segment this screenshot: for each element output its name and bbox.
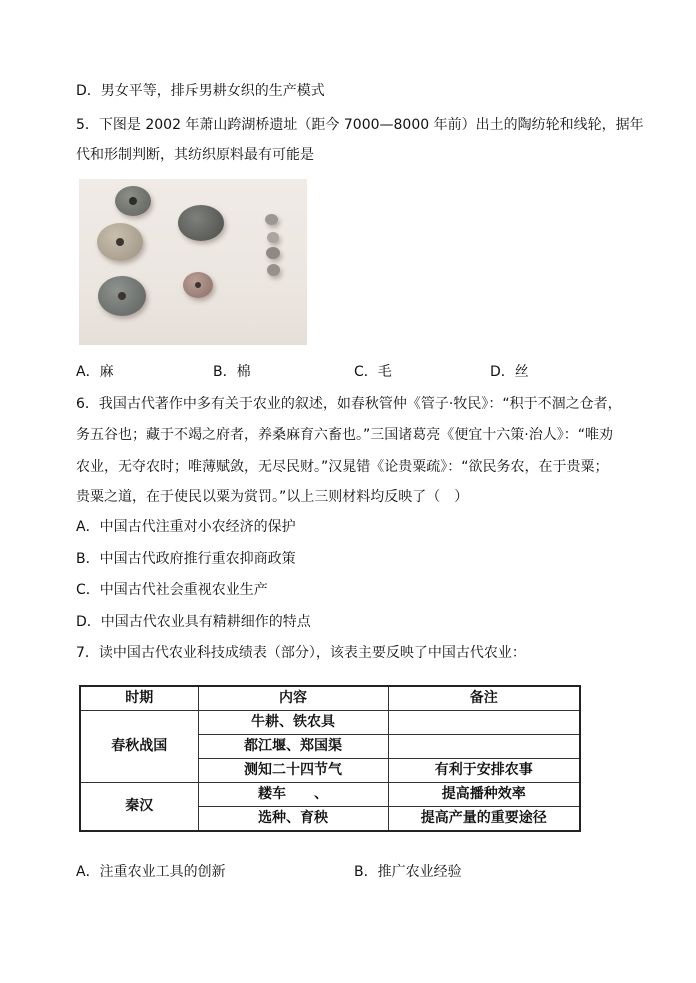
q6-stem-line3: 农业，无夺农时；唯薄赋敛，无尽民财。”汉晁错《论贵粟疏》：“欲民务农，在于贵粟； [76,459,609,475]
whorl-disc [183,272,213,298]
note-cell [388,735,580,759]
q5-option-d: D．丝 [490,364,529,380]
content-cell: 耧车 、 [198,783,388,807]
period-cell: 秦汉 [80,783,198,832]
table-header: 时期 [80,686,198,711]
note-cell: 有利于安排农事 [388,759,580,783]
table-row [80,711,580,735]
spool-disc [267,264,280,276]
agri-tech-table [79,685,581,832]
spool-disc [266,247,280,259]
q5-option-b: B．棉 [213,364,251,380]
table-header: 备注 [388,686,580,711]
spool-disc [267,232,279,243]
q4-option-d: D．男女平等，排斥男耕女织的生产模式 [76,83,325,99]
q6-stem-line4: 贵粟之道，在于使民以粟为赏罚。”以上三则材料均反映了（ ） [76,489,469,505]
q7-stem: 7．读中国古代农业科技成绩表（部分），该表主要反映了中国古代农业： [76,645,526,661]
note-cell: 提高播种效率 [388,783,580,807]
table-header-row [80,686,580,711]
q6-option-c: C．中国古代社会重视农业生产 [76,582,268,598]
content-cell: 牛耕、铁农具 [198,711,388,735]
q5-options [76,362,636,382]
q7-option-a: A．注重农业工具的创新 [76,864,226,880]
note-cell: 提高产量的重要途径 [388,807,580,832]
q6-stem-line2: 务五谷也；藏于不竭之府者，养桑麻育六畜也。”三国诸葛亮《便宜十六策·治人》：“唯劝 [76,427,613,443]
q6-option-d: D．中国古代农业具有精耕细作的特点 [76,614,311,630]
table-header: 内容 [198,686,388,711]
whorl-disc [98,276,146,316]
q5-stem-line2: 代和形制判断，其纺织原料最有可能是 [76,147,314,163]
table-row [80,783,580,807]
content-cell: 测知二十四节气 [198,759,388,783]
content-cell: 都江堰、郑国渠 [198,735,388,759]
q6-option-b: B．中国古代政府推行重农抑商政策 [76,551,296,567]
spool-disc [265,214,278,225]
q6-option-a: A．中国古代注重对小农经济的保护 [76,519,296,535]
note-cell [388,711,580,735]
q5-option-c: C．毛 [354,364,392,380]
whorl-disc [97,223,143,261]
spindle-whorl-photo [79,179,307,345]
whorl-disc [178,205,224,241]
whorl-disc [115,186,151,216]
q7-option-b: B．推广农业经验 [354,864,462,880]
period-cell: 春秋战国 [80,711,198,783]
q5-option-a: A．麻 [76,364,114,380]
q5-stem-line1: 5．下图是 2002 年萧山跨湖桥遗址（距今 7000—8000 年前）出土的陶纺轮和线轮，据年 [76,117,644,133]
q6-stem-line1: 6．我国古代著作中多有关于农业的叙述，如春秋管仲《管子·牧民》：“积于不涸之仓者， [76,396,622,412]
content-cell: 选种、育秧 [198,807,388,832]
